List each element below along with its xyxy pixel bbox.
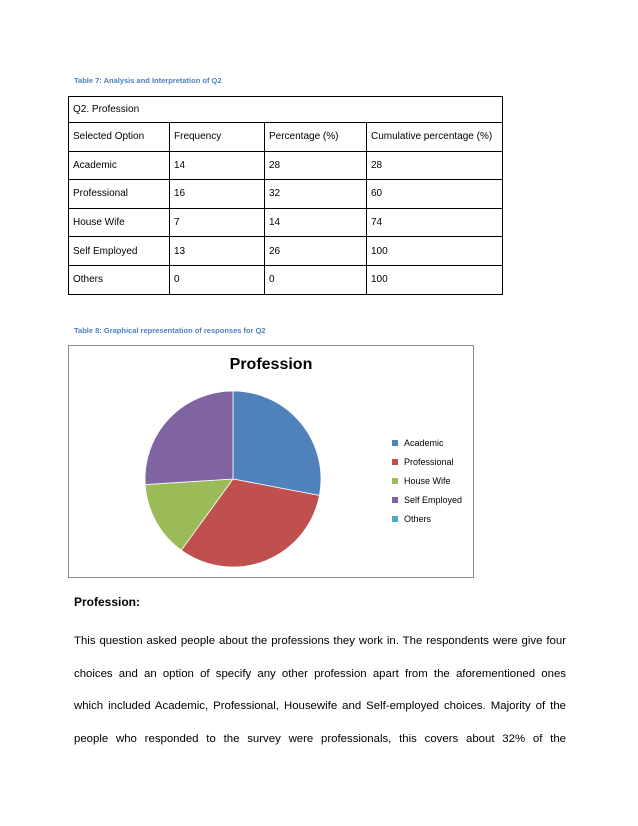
table-cell: House Wife xyxy=(69,208,170,237)
section-heading: Profession: xyxy=(74,595,141,609)
legend-item xyxy=(392,471,462,490)
table-cell: 100 xyxy=(367,265,503,294)
table-cell: 28 xyxy=(367,151,503,180)
legend-item xyxy=(392,452,462,471)
legend-label: Others xyxy=(404,513,432,524)
table-title: Q2. Profession xyxy=(69,97,503,123)
paragraph-line: which included Academic, Professional, Housewife and Self-employed choices. Majority of the xyxy=(74,700,566,712)
table-cell: 74 xyxy=(367,208,503,237)
table-cell: 100 xyxy=(367,237,503,266)
table-cell: 14 xyxy=(170,151,265,180)
legend-swatch xyxy=(392,440,398,446)
legend-item xyxy=(392,509,462,528)
table-cell: Academic xyxy=(69,151,170,180)
table-title-row xyxy=(69,97,503,123)
table-cell: Others xyxy=(69,265,170,294)
table-row xyxy=(69,180,503,209)
table-cell: Professional xyxy=(69,180,170,209)
pie-chart xyxy=(68,345,474,578)
paragraph-line: choices and an option of specify any other profession apart from the aforementioned ones xyxy=(74,667,566,680)
body-paragraph xyxy=(74,625,566,755)
chart-legend xyxy=(392,433,462,528)
table-cell: 28 xyxy=(265,151,367,180)
table-7-caption: Table 7: Analysis and Interpretation of Q2 xyxy=(74,76,222,85)
legend-swatch xyxy=(392,497,398,503)
table-8-caption: Table 8: Graphical representation of responses for Q2 xyxy=(74,326,266,335)
legend-swatch xyxy=(392,478,398,484)
table-cell: 26 xyxy=(265,237,367,266)
header-cell: Cumulative percentage (%) xyxy=(367,123,503,152)
header-cell: Selected Option xyxy=(69,123,170,152)
table-cell: 0 xyxy=(265,265,367,294)
table-cell: 13 xyxy=(170,237,265,266)
legend-label: Professional xyxy=(404,456,454,467)
table-row xyxy=(69,237,503,266)
paragraph-line: This question asked people about the professions they work in. The respondents were give four xyxy=(74,635,566,647)
table-cell: 32 xyxy=(265,180,367,209)
table-cell: 60 xyxy=(367,180,503,209)
chart-title: Profession xyxy=(229,356,313,373)
table-row xyxy=(69,265,503,294)
table-row xyxy=(69,208,503,237)
pie-slice-academic xyxy=(233,391,321,495)
table-header-row xyxy=(69,123,503,152)
table-cell: Self Employed xyxy=(69,237,170,266)
legend-label: House Wife xyxy=(404,475,451,486)
header-cell: Frequency xyxy=(170,123,265,152)
table-cell: 14 xyxy=(265,208,367,237)
paragraph-line: people who responded to the survey were professionals, this covers about 32% of the xyxy=(74,732,566,745)
legend-swatch xyxy=(392,516,398,522)
profession-table xyxy=(68,96,503,295)
pie-slice-self-employed xyxy=(145,391,233,485)
legend-swatch xyxy=(392,459,398,465)
table-cell: 0 xyxy=(170,265,265,294)
table-cell: 7 xyxy=(170,208,265,237)
table-cell: 16 xyxy=(170,180,265,209)
legend-label: Self Employed xyxy=(404,494,463,505)
table-row xyxy=(69,151,503,180)
legend-label: Academic xyxy=(404,437,444,448)
legend-item xyxy=(392,490,462,509)
legend-item xyxy=(392,433,462,452)
header-cell: Percentage (%) xyxy=(265,123,367,152)
